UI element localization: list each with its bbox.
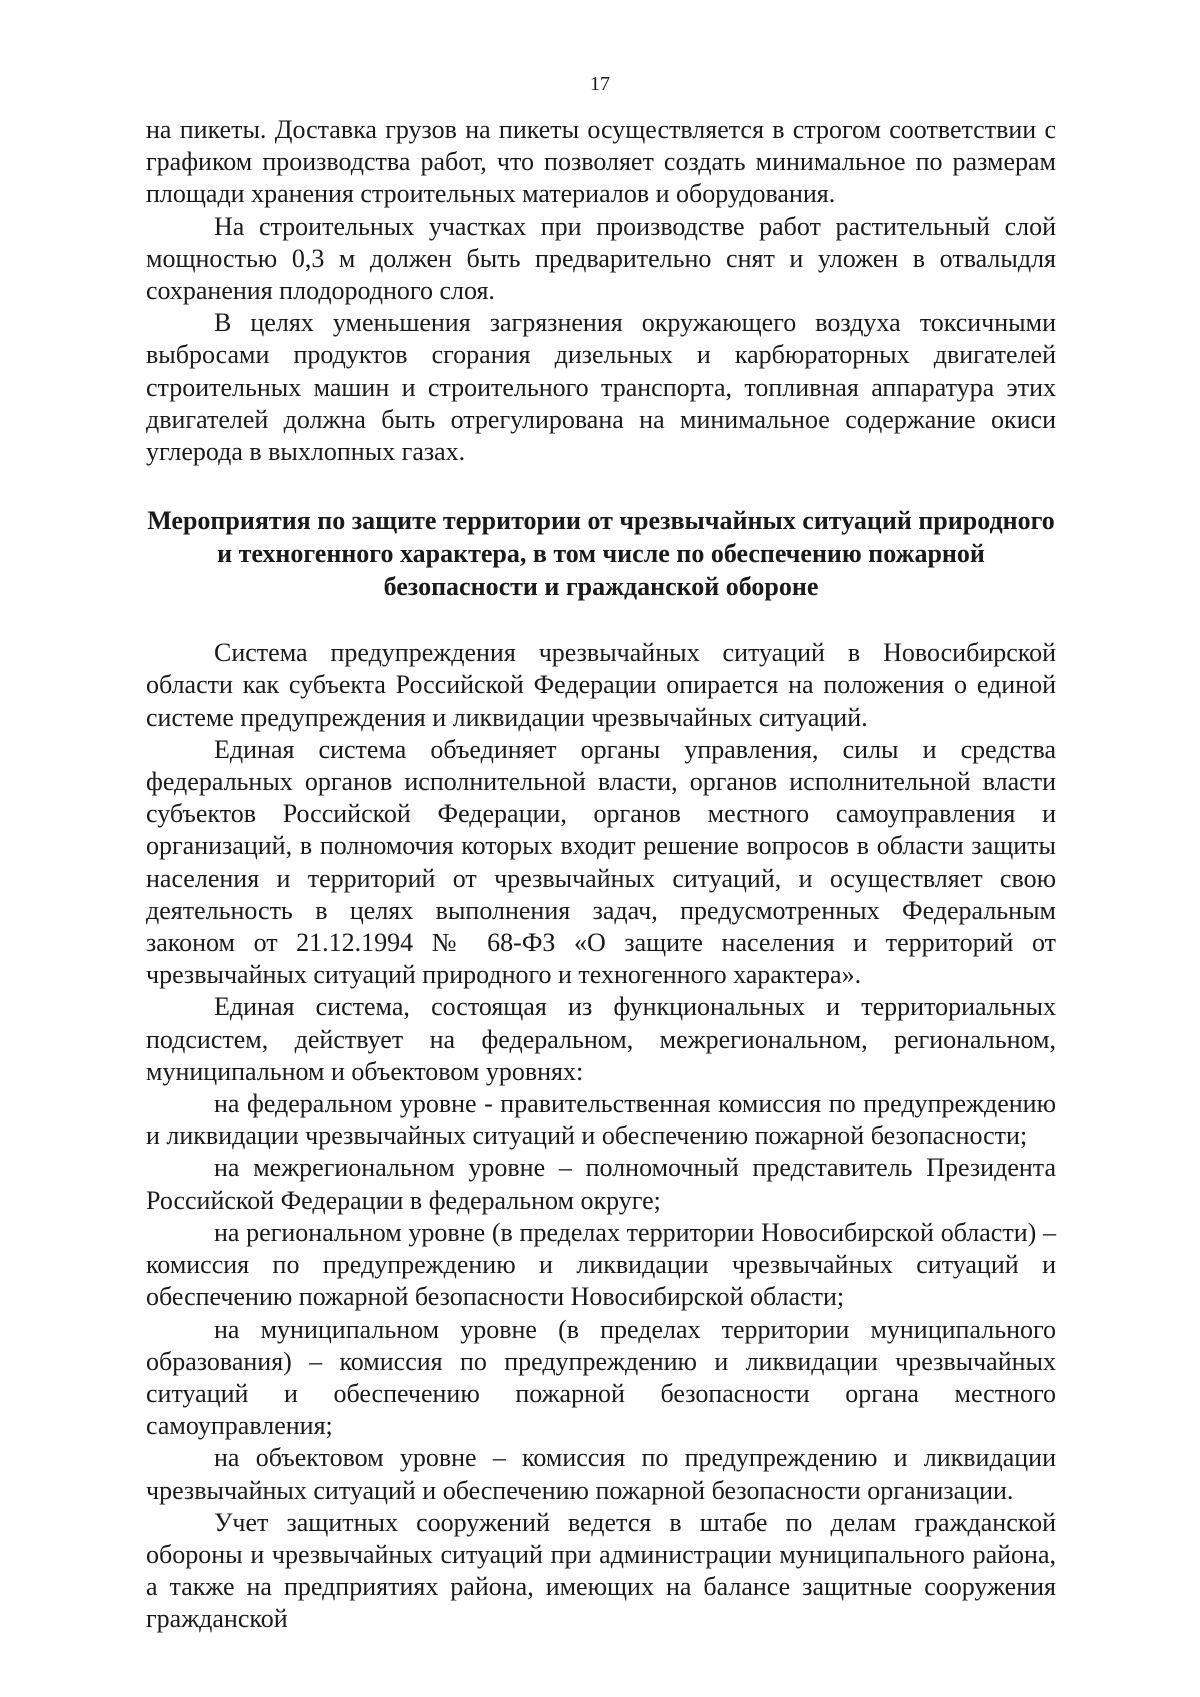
document-body xyxy=(146,114,1056,1636)
paragraph-unified-system: Единая система объединяет органы управления, силы и средства федеральных органов исполнительной власти, органов исполнительной власти субъектов Российской Федерации, органов местного самоуправления и организаций, в полномочия которых входит решение вопросов в области защиты населения и территорий от чрезвычайных ситуаций, и осуществляет свою деятельность в целях выполнения задач, предусмотренных Федеральным законом от 21.12.1994 № 68-ФЗ «О защите населения и территорий от чрезвычайных ситуаций природного и техногенного характера». xyxy=(146,734,1056,990)
paragraph-shelters: Учет защитных сооружений ведется в штабе по делам гражданской обороны и чрезвычайных ситуаций при администрации муниципального района, а также на предприятиях района, имеющих на балансе защитные сооружения гражданской xyxy=(146,1507,1056,1634)
paragraph-emissions: В целях уменьшения загрязнения окружающего воздуха токсичными выбросами продуктов сгорания дизельных и карбюраторных двигателей строительных машин и строительного транспорта, топливная аппаратура этих двигателей должна быть отрегулирована на минимальное содержание окиси углерода в выхлопных газах. xyxy=(146,308,1056,467)
page-number: 17 xyxy=(590,73,610,95)
paragraph-topsoil: На строительных участках при производстве работ растительный слой мощностью 0,3 м должен быть предварительно снят и уложен в отвалыдля сохранения плодородного слоя. xyxy=(146,211,1056,306)
section-heading: Мероприятия по защите территории от чрезвычайных ситуаций природного и техногенного характера, в том числе по обеспечению пожарной безопасности и гражданской обороне xyxy=(147,506,1055,602)
paragraph-level-object: на объектовом уровне – комиссия по предупреждению и ликвидации чрезвычайных ситуаций и обеспечению пожарной безопасности организации. xyxy=(146,1443,1056,1505)
paragraph-level-interregional: на межрегиональном уровне – полномочный представитель Президента Российской Федерации в федеральном округе; xyxy=(146,1153,1056,1215)
paragraph-levels-intro: Единая система, состоящая из функциональных и территориальных подсистем, действует на федеральном, межрегиональном, региональном, муниципальном и объектовом уровнях: xyxy=(146,992,1056,1086)
paragraph-system-overview: Система предупреждения чрезвычайных ситуаций в Новосибирской области как субъекта Российской Федерации опирается на положения о единой системе предупреждения и ликвидации чрезвычайных ситуаций. xyxy=(146,638,1056,732)
paragraph-level-regional: на региональном уровне (в пределах территории Новосибирской области) – комиссия по предупреждению и ликвидации чрезвычайных ситуаций и обеспечению пожарной безопасности Новосибирской области; xyxy=(146,1217,1056,1312)
paragraph-level-municipal: на муниципальном уровне (в пределах территории муниципального образования) – комиссия по предупреждению и ликвидации чрезвычайных ситуаций и обеспечению пожарной безопасности органа местного самоуправления; xyxy=(146,1314,1056,1441)
paragraph-level-federal: на федеральном уровне - правительственная комиссия по предупреждению и ликвидации чрезвычайных ситуаций и обеспечению пожарной безопасности; xyxy=(146,1089,1056,1151)
paragraph-continuation: на пикеты. Доставка грузов на пикеты осуществляется в строгом соответствии с графиком производства работ, что позволяет создать минимальное по размерам площади хранения строительных материалов и оборудования. xyxy=(146,115,1056,209)
